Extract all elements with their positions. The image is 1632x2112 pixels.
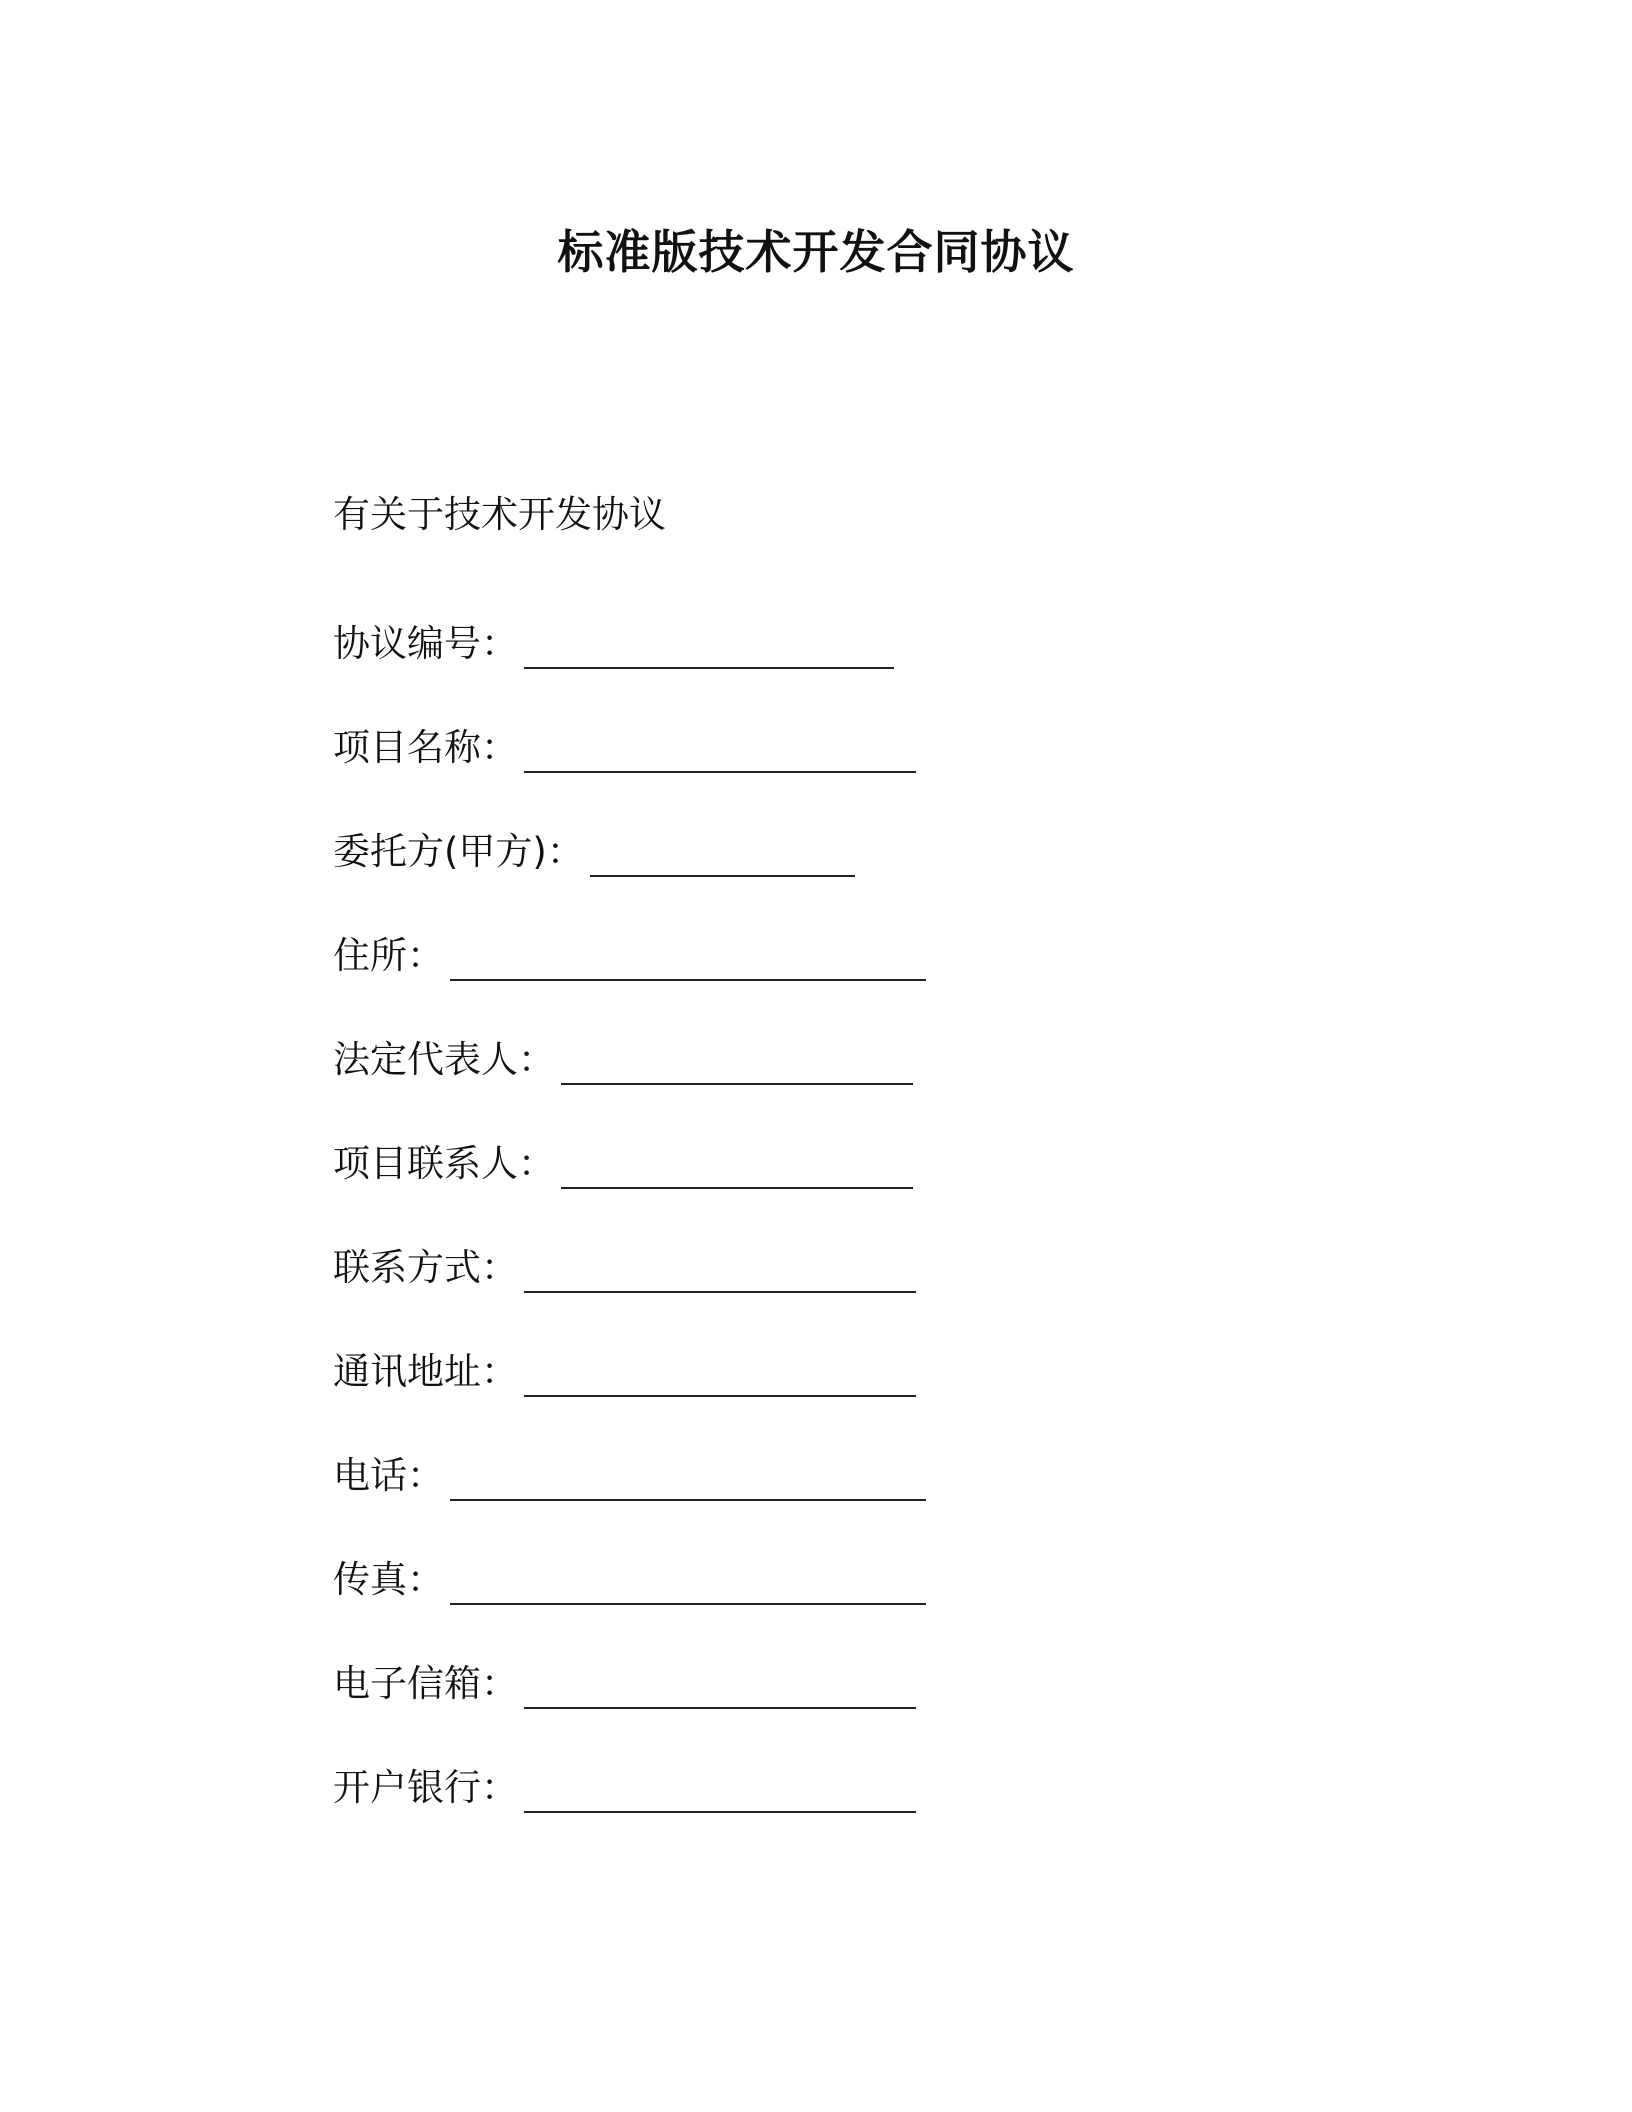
field-agreement-number bbox=[333, 592, 926, 696]
field-blank-line bbox=[524, 627, 894, 669]
field-contact-method bbox=[333, 1216, 926, 1320]
field-label: 电子信箱： bbox=[333, 1662, 518, 1705]
field-label: 协议编号： bbox=[333, 622, 518, 665]
field-blank-line bbox=[450, 1563, 926, 1605]
field-blank-line bbox=[590, 835, 855, 877]
field-address bbox=[333, 904, 926, 1008]
field-project-name bbox=[333, 696, 926, 800]
field-blank-line bbox=[524, 1771, 916, 1813]
field-blank-line bbox=[450, 1459, 926, 1501]
field-phone bbox=[333, 1424, 926, 1528]
field-mailing-address bbox=[333, 1320, 926, 1424]
field-client-party-a bbox=[333, 800, 926, 904]
field-bank bbox=[333, 1736, 926, 1840]
field-label: 项目名称： bbox=[333, 726, 518, 769]
document-title: 标准版技术开发合同协议 bbox=[557, 225, 1075, 279]
field-blank-line bbox=[450, 939, 926, 981]
field-blank-line bbox=[524, 1667, 916, 1709]
field-project-contact bbox=[333, 1112, 926, 1216]
field-label: 住所： bbox=[333, 934, 444, 977]
field-blank-line bbox=[524, 731, 916, 773]
field-label: 通讯地址： bbox=[333, 1350, 518, 1393]
field-legal-representative bbox=[333, 1008, 926, 1112]
field-blank-line bbox=[524, 1355, 916, 1397]
field-label: 开户银行： bbox=[333, 1766, 518, 1809]
document-subtitle: 有关于技术开发协议 bbox=[333, 493, 666, 536]
form-field-list bbox=[333, 592, 926, 1840]
field-email bbox=[333, 1632, 926, 1736]
field-label: 项目联系人： bbox=[333, 1142, 555, 1185]
field-blank-line bbox=[561, 1147, 913, 1189]
field-blank-line bbox=[561, 1043, 913, 1085]
field-blank-line bbox=[524, 1251, 916, 1293]
field-label: 委托方(甲方)： bbox=[333, 830, 584, 873]
field-fax bbox=[333, 1528, 926, 1632]
field-label: 电话： bbox=[333, 1454, 444, 1497]
field-label: 法定代表人： bbox=[333, 1038, 555, 1081]
field-label: 联系方式： bbox=[333, 1246, 518, 1289]
field-label: 传真： bbox=[333, 1558, 444, 1601]
